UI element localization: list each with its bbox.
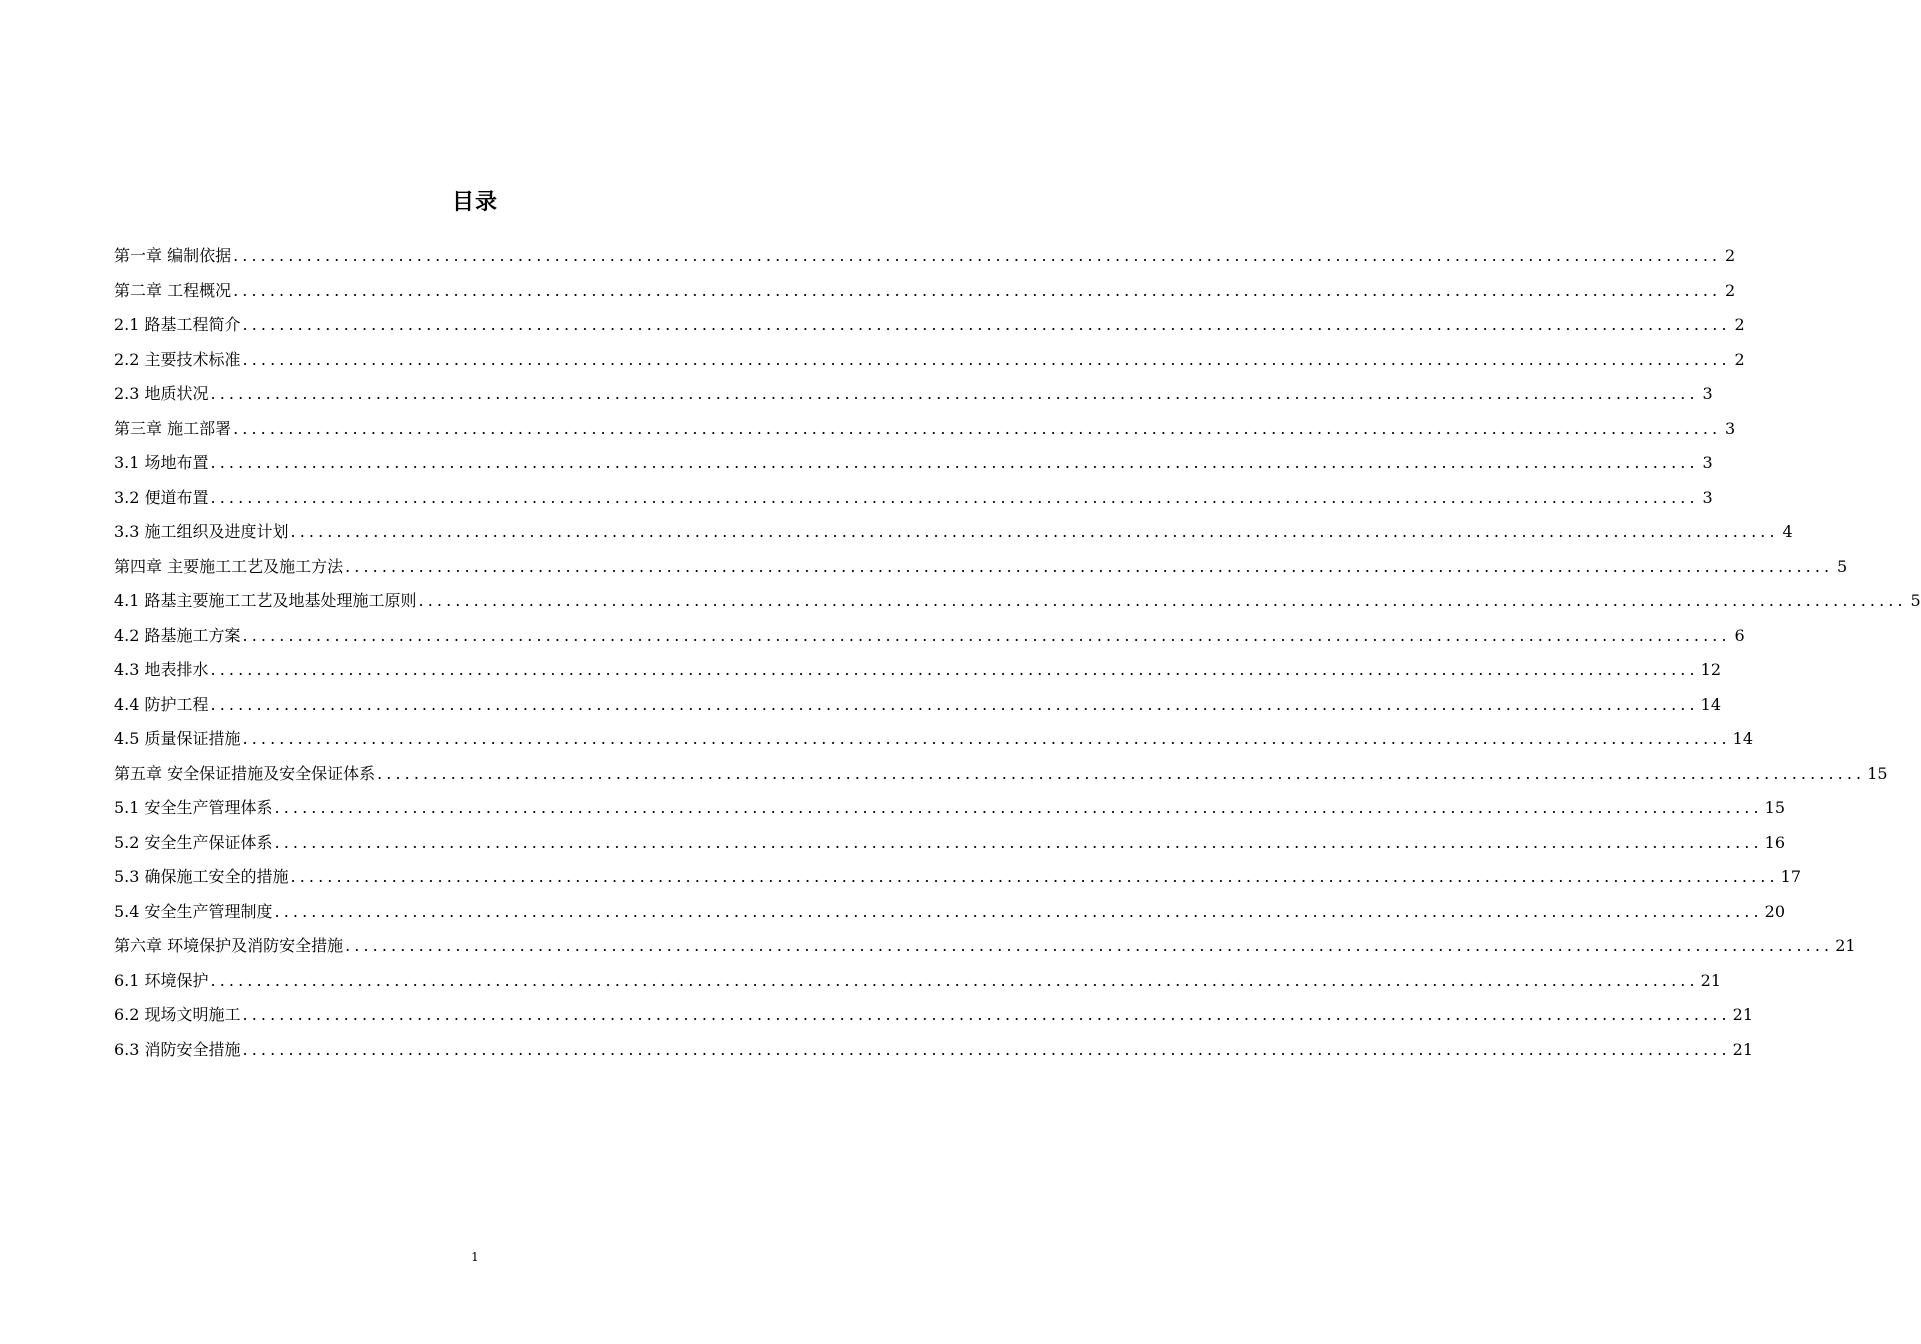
toc-entry[interactable] bbox=[114, 584, 1921, 619]
toc-leader: .................................................................................................................................................................. bbox=[377, 763, 1866, 783]
toc-entry-page: 3 bbox=[1702, 453, 1713, 472]
toc-entry-page: 21 bbox=[1732, 1005, 1754, 1024]
toc-entry-label: 2.2 主要技术标准 bbox=[114, 349, 241, 369]
toc-leader: .................................................................................................................................................................. bbox=[418, 591, 1907, 610]
toc-entry-page: 2 bbox=[1734, 315, 1745, 334]
toc-entry-page: 4 bbox=[1782, 522, 1793, 541]
toc-entry[interactable] bbox=[114, 1033, 1754, 1068]
toc-entry-page: 15 bbox=[1764, 798, 1786, 817]
toc-entry-page: 6 bbox=[1734, 625, 1745, 645]
toc-entry[interactable] bbox=[114, 377, 1713, 412]
toc-leader: .................................................................................................................................................................. bbox=[242, 625, 1731, 645]
toc-entry[interactable] bbox=[114, 653, 1722, 688]
toc-leader: .................................................................................................................................................................. bbox=[242, 349, 1731, 369]
toc-entry-label: 2.3 地质状况 bbox=[114, 384, 209, 403]
page-number: 1 bbox=[471, 1250, 479, 1264]
toc-leader: .................................................................................................................................................................. bbox=[210, 487, 1699, 507]
toc-entry-page: 12 bbox=[1700, 660, 1722, 679]
toc-entry-label: 4.3 地表排水 bbox=[114, 660, 209, 679]
toc-entry-label: 第二章 工程概况 bbox=[114, 280, 232, 300]
toc-entry-label: 5.1 安全生产管理体系 bbox=[114, 798, 273, 817]
toc-leader: .................................................................................................................................................................. bbox=[274, 832, 1763, 852]
toc-leader: .................................................................................................................................................................. bbox=[233, 418, 1722, 438]
toc-entry-page: 14 bbox=[1700, 694, 1722, 714]
toc-leader: .................................................................................................................................................................. bbox=[233, 280, 1722, 300]
toc-entry-page: 20 bbox=[1764, 901, 1786, 921]
toc-entry[interactable] bbox=[114, 308, 1745, 343]
page-title: 目录 bbox=[451, 190, 498, 215]
toc-entry-page: 3 bbox=[1702, 384, 1713, 403]
toc-entry-label: 第六章 环境保护及消防安全措施 bbox=[114, 936, 344, 955]
toc-entry[interactable] bbox=[114, 895, 1786, 930]
toc-entry-page: 2 bbox=[1734, 349, 1745, 369]
toc-entry[interactable] bbox=[114, 481, 1713, 516]
toc-entry-label: 4.5 质量保证措施 bbox=[114, 729, 241, 748]
toc-entry[interactable] bbox=[114, 619, 1745, 654]
toc-entry[interactable] bbox=[114, 274, 1736, 309]
toc-leader: .................................................................................................................................................................. bbox=[290, 522, 1779, 541]
toc-entry-page: 14 bbox=[1732, 729, 1754, 748]
toc-entry-page: 21 bbox=[1700, 970, 1722, 990]
toc-entry[interactable] bbox=[114, 343, 1745, 378]
toc-entry-page: 16 bbox=[1764, 832, 1786, 852]
toc-leader: .................................................................................................................................................................. bbox=[345, 936, 1834, 955]
toc-entry[interactable] bbox=[114, 964, 1722, 999]
toc-entry-label: 6.2 现场文明施工 bbox=[114, 1005, 241, 1024]
toc-entry-page: 21 bbox=[1732, 1039, 1754, 1059]
toc-leader: .................................................................................................................................................................. bbox=[210, 970, 1699, 990]
toc-entry[interactable] bbox=[114, 998, 1754, 1033]
toc-entry[interactable] bbox=[114, 239, 1736, 274]
toc-entry-page: 3 bbox=[1725, 418, 1736, 438]
toc-entry[interactable] bbox=[114, 688, 1722, 723]
toc-entry-label: 2.1 路基工程简介 bbox=[114, 315, 241, 334]
toc-entry-page: 17 bbox=[1780, 867, 1802, 886]
toc-entry-label: 4.4 防护工程 bbox=[114, 694, 209, 714]
toc-entry[interactable] bbox=[114, 929, 1856, 964]
toc-leader: .................................................................................................................................................................. bbox=[290, 867, 1779, 886]
toc-entry-page: 5 bbox=[1910, 591, 1921, 610]
toc-leader: .................................................................................................................................................................. bbox=[345, 556, 1834, 576]
toc-entry-label: 4.1 路基主要施工工艺及地基处理施工原则 bbox=[114, 591, 417, 610]
toc-entry-page: 5 bbox=[1837, 556, 1848, 576]
toc-entry[interactable] bbox=[114, 791, 1786, 826]
toc-entry-label: 6.3 消防安全措施 bbox=[114, 1039, 241, 1059]
toc-entry-label: 第四章 主要施工工艺及施工方法 bbox=[114, 556, 344, 576]
toc-entry-label: 3.3 施工组织及进度计划 bbox=[114, 522, 289, 541]
toc-entry[interactable] bbox=[114, 826, 1786, 861]
toc-leader: .................................................................................................................................................................. bbox=[210, 384, 1699, 403]
toc-entry-page: 15 bbox=[1867, 763, 1888, 783]
toc-entry-page: 3 bbox=[1702, 487, 1713, 507]
toc-leader: .................................................................................................................................................................. bbox=[274, 901, 1763, 921]
toc-leader: .................................................................................................................................................................. bbox=[242, 1039, 1731, 1059]
toc-leader: .................................................................................................................................................................. bbox=[242, 729, 1731, 748]
toc-leader: .................................................................................................................................................................. bbox=[233, 246, 1722, 265]
toc-entry-label: 6.1 环境保护 bbox=[114, 970, 209, 990]
toc-entry-label: 5.4 安全生产管理制度 bbox=[114, 901, 273, 921]
toc-entry[interactable] bbox=[114, 515, 1793, 550]
toc-entry-page: 2 bbox=[1725, 246, 1736, 265]
toc-leader: .................................................................................................................................................................. bbox=[274, 798, 1763, 817]
toc-entry[interactable] bbox=[114, 412, 1736, 447]
toc-leader: .................................................................................................................................................................. bbox=[242, 315, 1731, 334]
toc-entry-page: 2 bbox=[1725, 280, 1736, 300]
toc-entry-label: 5.2 安全生产保证体系 bbox=[114, 832, 273, 852]
toc-entry-label: 第一章 编制依据 bbox=[114, 246, 232, 265]
toc-entry[interactable] bbox=[114, 722, 1754, 757]
toc-entry-label: 5.3 确保施工安全的措施 bbox=[114, 867, 289, 886]
toc-leader: .................................................................................................................................................................. bbox=[210, 660, 1699, 679]
toc-leader: .................................................................................................................................................................. bbox=[210, 694, 1699, 714]
toc-entry[interactable] bbox=[114, 757, 1888, 792]
toc-leader: .................................................................................................................................................................. bbox=[242, 1005, 1731, 1024]
toc-entry[interactable] bbox=[114, 446, 1713, 481]
toc-entry[interactable] bbox=[114, 860, 1802, 895]
table-of-contents bbox=[114, 239, 1921, 1067]
toc-leader: .................................................................................................................................................................. bbox=[210, 453, 1699, 472]
toc-entry-label: 4.2 路基施工方案 bbox=[114, 625, 241, 645]
toc-entry-page: 21 bbox=[1835, 936, 1856, 955]
toc-entry-label: 3.2 便道布置 bbox=[114, 487, 209, 507]
toc-entry[interactable] bbox=[114, 550, 1848, 585]
toc-entry-label: 第三章 施工部署 bbox=[114, 418, 232, 438]
toc-entry-label: 第五章 安全保证措施及安全保证体系 bbox=[114, 763, 376, 783]
toc-entry-label: 3.1 场地布置 bbox=[114, 453, 209, 472]
